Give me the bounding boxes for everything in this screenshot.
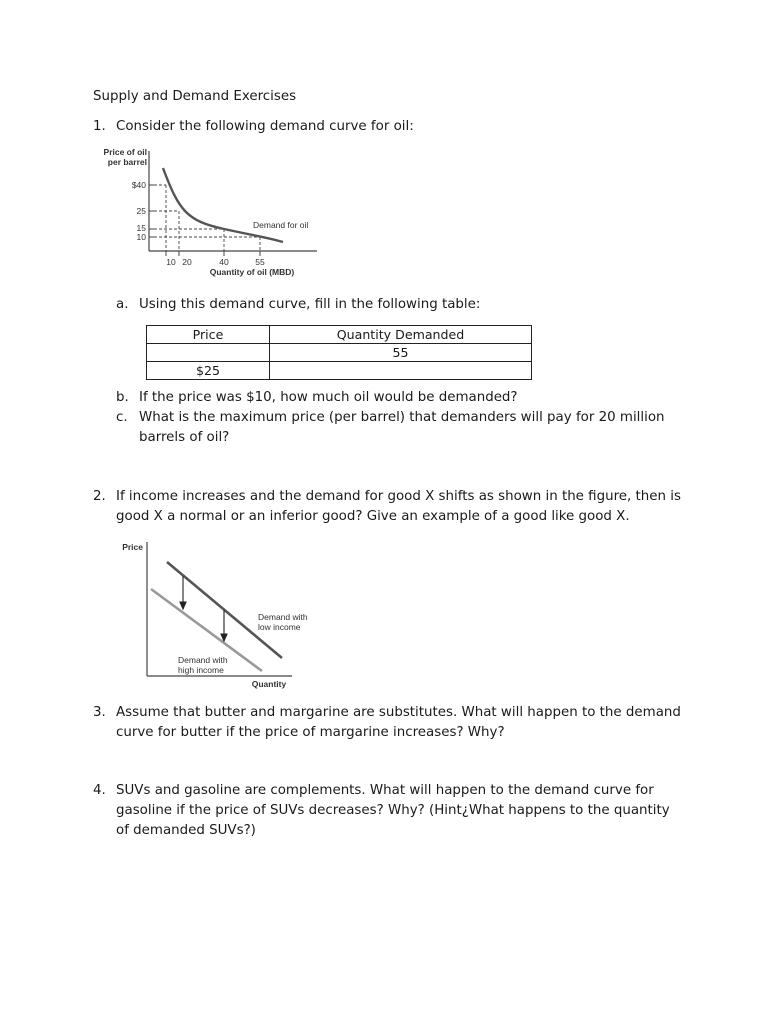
quantity-axis-label: Quantity: [251, 679, 287, 689]
q1c-line2: barrels of oil?: [139, 430, 230, 445]
price-quantity-table: [146, 325, 532, 380]
y-tick-40: $40: [131, 180, 146, 190]
page-title: Supply and Demand Exercises: [93, 89, 297, 104]
q2-line2: good X a normal or an inferior good? Give an example of a good like good X.: [116, 509, 630, 524]
dashed-guides: [154, 185, 260, 251]
high-income-label-line1: Demand with: [178, 655, 228, 665]
table-header-price: Price: [147, 326, 270, 344]
y-axis-label-line2: per barrel: [107, 157, 147, 167]
table-cell: [270, 362, 532, 380]
q4-line1: SUVs and gasoline are complements. What will happen to the demand curve for: [116, 783, 654, 798]
y-tick-15: 15: [136, 223, 146, 233]
q1-number: 1.: [93, 119, 106, 134]
q4-line2: gasoline if the price of SUVs decreases? Why? (Hint¿What happens to the quantity: [116, 803, 670, 818]
table-cell: 55: [270, 344, 532, 362]
q3-line2: curve for butter if the price of margarine increases? Why?: [116, 725, 505, 740]
q2-line1: If income increases and the demand for good X shifts as shown in the figure, then is: [116, 489, 681, 504]
q3-line1: Assume that butter and margarine are substitutes. What will happen to the demand: [116, 705, 681, 720]
y-tick-25: 25: [136, 206, 146, 216]
table-row: [147, 344, 532, 362]
q1-text: Consider the following demand curve for oil:: [116, 119, 414, 134]
table-row: [147, 362, 532, 380]
demand-curve-label: Demand for oil: [253, 220, 309, 230]
y-tick-10: 10: [136, 232, 146, 242]
q3-number: 3.: [93, 705, 106, 720]
table-header-quantity: Quantity Demanded: [270, 326, 532, 344]
table-cell: [147, 344, 270, 362]
x-axis-label: Quantity of oil (MBD): [209, 267, 295, 277]
q4-line3: of demanded SUVs?): [116, 823, 256, 838]
q2-number: 2.: [93, 489, 106, 504]
q1a-text: Using this demand curve, fill in the following table:: [139, 297, 481, 312]
q4-number: 4.: [93, 783, 106, 798]
oil-demand-figure: [95, 143, 335, 283]
high-income-label-line2: high income: [178, 665, 224, 675]
q1c-line1: What is the maximum price (per barrel) that demanders will pay for 20 million: [139, 410, 665, 425]
table-cell: $25: [147, 362, 270, 380]
income-shift-figure: [112, 536, 332, 694]
y-axis-label-line1: Price of oil: [103, 147, 147, 157]
q1a-letter: a.: [116, 297, 129, 312]
low-income-label-line1: Demand with: [258, 612, 308, 622]
q1b-text: If the price was $10, how much oil would be demanded?: [139, 390, 518, 405]
demand-curve: [163, 168, 283, 242]
q1b-letter: b.: [116, 390, 129, 405]
price-axis-label: Price: [122, 542, 143, 552]
shift-arrows: [180, 576, 227, 641]
x-tick-20: 20: [182, 257, 192, 267]
table-header-row: [147, 326, 532, 344]
x-tick-40: 40: [219, 257, 229, 267]
x-tick-10: 10: [166, 257, 176, 267]
q1c-letter: c.: [116, 410, 128, 425]
low-income-label-line2: low income: [258, 622, 301, 632]
x-tick-55: 55: [255, 257, 265, 267]
